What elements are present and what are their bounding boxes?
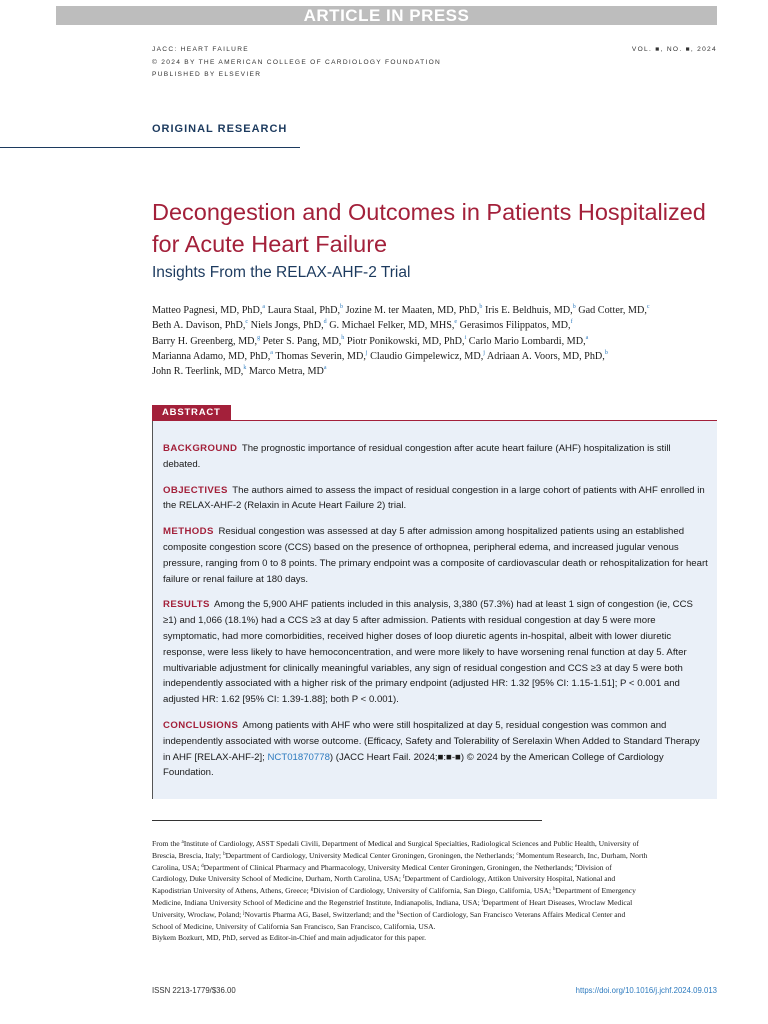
- volume-info: VOL. ■, NO. ■, 2024: [631, 46, 717, 53]
- author: Peter S. Pang, MD,$^h$: [262, 334, 345, 347]
- issn: ISSN 2213-1779/$36.00: [152, 986, 236, 995]
- author: Jozine M. ter Maaten, MD, PhD,$^b$: [345, 304, 483, 316]
- section-text: Among patients with AHF who were still hospitalized at day 5, residual congestion was common and independently associated with worse outcome. (Efficacy, Safety and Tolerability of Serelaxin When Added to Standard Therapy in AHF [RELAX-AHF-2];: [163, 719, 700, 763]
- author: Marianna Adamo, MD, PhD,$^a$: [152, 349, 273, 362]
- doi-link[interactable]: https://doi.org/10.1016/j.jchf.2024.09.013: [575, 986, 717, 995]
- footnotes: [152, 838, 648, 944]
- section-heading: METHODS: [163, 526, 214, 538]
- journal-publisher: PUBLISHED BY ELSEVIER: [152, 71, 262, 78]
- article-title: Decongestion and Outcomes in Patients Hospitalized for Acute Heart Failure: [152, 199, 706, 257]
- section-heading: BACKGROUND: [163, 443, 238, 454]
- author: Claudio Gimpelewicz, MD,$^j$: [370, 349, 485, 362]
- author: G. Michael Felker, MD, MHS,$^e$: [329, 319, 458, 332]
- abstract-divider: [152, 421, 153, 799]
- journal-info: [152, 44, 441, 82]
- abstract-label: ABSTRACT: [152, 405, 231, 421]
- trial-registry-link[interactable]: NCT01870778: [267, 751, 330, 763]
- author: Niels Jongs, PhD,$^d$: [250, 319, 327, 332]
- section-heading: CONCLUSIONS: [163, 719, 239, 731]
- footnote-divider: [152, 820, 542, 821]
- section-text: Among the 5,900 AHF patients included in this analysis, 3,380 (57.3%) had at least 1 sign of congestion (ie, CCS ≥1) and 1,066 (18.1%) had a CCS ≥3 at day 5 after admission. Patients with residual congestion at day 5 were more symptomatic, had more comorbidities, received higher doses of loop diuretic agents in-hospital, albeit with lower diuretic response, were less likely to have hemoconcentration, and were more likely to have worsening renal function at day 5. After multivariable adjustment for clinically meaningful variables, any sign of residual congestion and CCS ≥3 at day 5 were both independently associated with a higher risk of the primary endpoint (adjusted HR: 1.32 [95% CI: 1.15-1.51]; P < 0.001 and adjusted HR: 1.62 [95% CI: 1.39-1.88]; both P < 0.001).: [163, 599, 693, 706]
- journal-name: JACC: HEART FAILURE: [152, 46, 250, 53]
- abstract-results: [163, 597, 708, 708]
- abstract-conclusions: [163, 718, 708, 781]
- section-heading: OBJECTIVES: [163, 484, 228, 496]
- author: Marco Metra, $MD^a$: [248, 365, 327, 378]
- author: Gerasimos Filippatos, MD,$^f$: [459, 319, 573, 332]
- author: Adriaan A. Voors, MD, PhD,$^b$: [486, 349, 608, 362]
- author: Iris E. Beldhuis, MD,$^b$: [484, 304, 576, 316]
- abstract-body: [163, 441, 708, 791]
- citation-text: ) (JACC Heart Fail. 2024;■:■-■) © 2024 by the American College of Cardiology Foundation.: [163, 751, 664, 779]
- author-list: [152, 303, 724, 379]
- section-label: ORIGINAL RESEARCH: [152, 123, 288, 135]
- article-subtitle: Insights From the RELAX-AHF-2 Trial: [152, 264, 411, 281]
- author: John R. Teerlink, MD,$^k$: [152, 365, 247, 378]
- author: Beth A. Davison, PhD,$^c$: [152, 319, 249, 332]
- author: Carlo Mario Lombardi, MD,$^a$: [468, 334, 589, 347]
- section-text: The prognostic importance of residual congestion after acute heart failure (AHF) hospitalization is still debated.: [163, 443, 671, 470]
- journal-copyright: © 2024 BY THE AMERICAN COLLEGE OF CARDIOLOGY FOUNDATION: [152, 58, 442, 66]
- editor-note: Biykem Bozkurt, MD, PhD, served as Editor-in-Chief and main adjudicator for this paper.: [152, 933, 427, 943]
- author: Matteo Pagnesi, MD, PhD,$^a$: [152, 304, 266, 316]
- abstract-methods: [163, 524, 708, 587]
- affiliations: From the $^a$Institute of Cardiology, ASST Spedali Civili, Department of Medical and Surgical Specialties, Radiological Sciences and Public Health, University of Brescia, Brescia, Italy; $^b$Department of Cardiology, University Medical Center Groningen, Groningen, the Netherlands; $^c$Momentum Research, Inc, Durham, North Carolina, USA; $^d$Department of Clinical Pharmacy and Pharmacology, University Medical Center Groningen, Groningen, the Netherlands; $^e$Division of Cardiology, Duke University School of Medicine, Durham, North Carolina, USA; $^f$Department of Cardiology, Attikon University Hospital, National and Kapodistrian University of Athens, Athens, Greece; $^g$Division of Cardiology, University of California, San Diego, California, USA; $^h$Department of Emergency Medicine, Indiana University School of Medicine and the Regenstrief Institute, Indianapolis, Indiana, USA; $^i$Department of Heart Diseases, Wroclaw Medical University, Wrocław, Poland; $^j$Novartis Pharma AG, Basel, Switzerland; and the $^k$Section of Cardiology, San Francisco Veterans Affairs Medical Center and School of Medicine, University of California San Francisco, San Francisco, California, USA.: [152, 839, 648, 931]
- section-text: Residual congestion was assessed at day 5 after admission among hospitalized patients using an established composite congestion score (CCS) based on the presence of orthopnea, peripheral edema, and increased jugular venous pressure, ranging from 0 to 8 points. The primary endpoint was a composite of cardiovascular death or rehospitalization for heart failure or renal failure at 180 days.: [163, 526, 708, 585]
- abstract-background: [163, 441, 708, 473]
- author: Thomas Severin, MD,$^j$: [275, 349, 368, 362]
- author: Gad Cotter, MD,$^c$: [578, 304, 650, 316]
- article-in-press-banner: ARTICLE IN PRESS: [56, 6, 717, 25]
- author: Barry H. Greenberg, MD,$^g$: [152, 334, 261, 347]
- abstract-objectives: [163, 483, 708, 515]
- section-text: The authors aimed to assess the impact of residual congestion in a large cohort of patients with AHF enrolled in the RELAX-AHF-2 (Relaxin in Acute Heart Failure 2) trial.: [163, 484, 705, 512]
- author: Piotr Ponikowski, MD, PhD,$^i$: [346, 334, 467, 347]
- section-divider: [0, 147, 300, 148]
- author: Laura Staal, PhD,$^b$: [267, 304, 344, 316]
- abstract-header-rule: [230, 420, 717, 421]
- section-heading: RESULTS: [163, 599, 210, 611]
